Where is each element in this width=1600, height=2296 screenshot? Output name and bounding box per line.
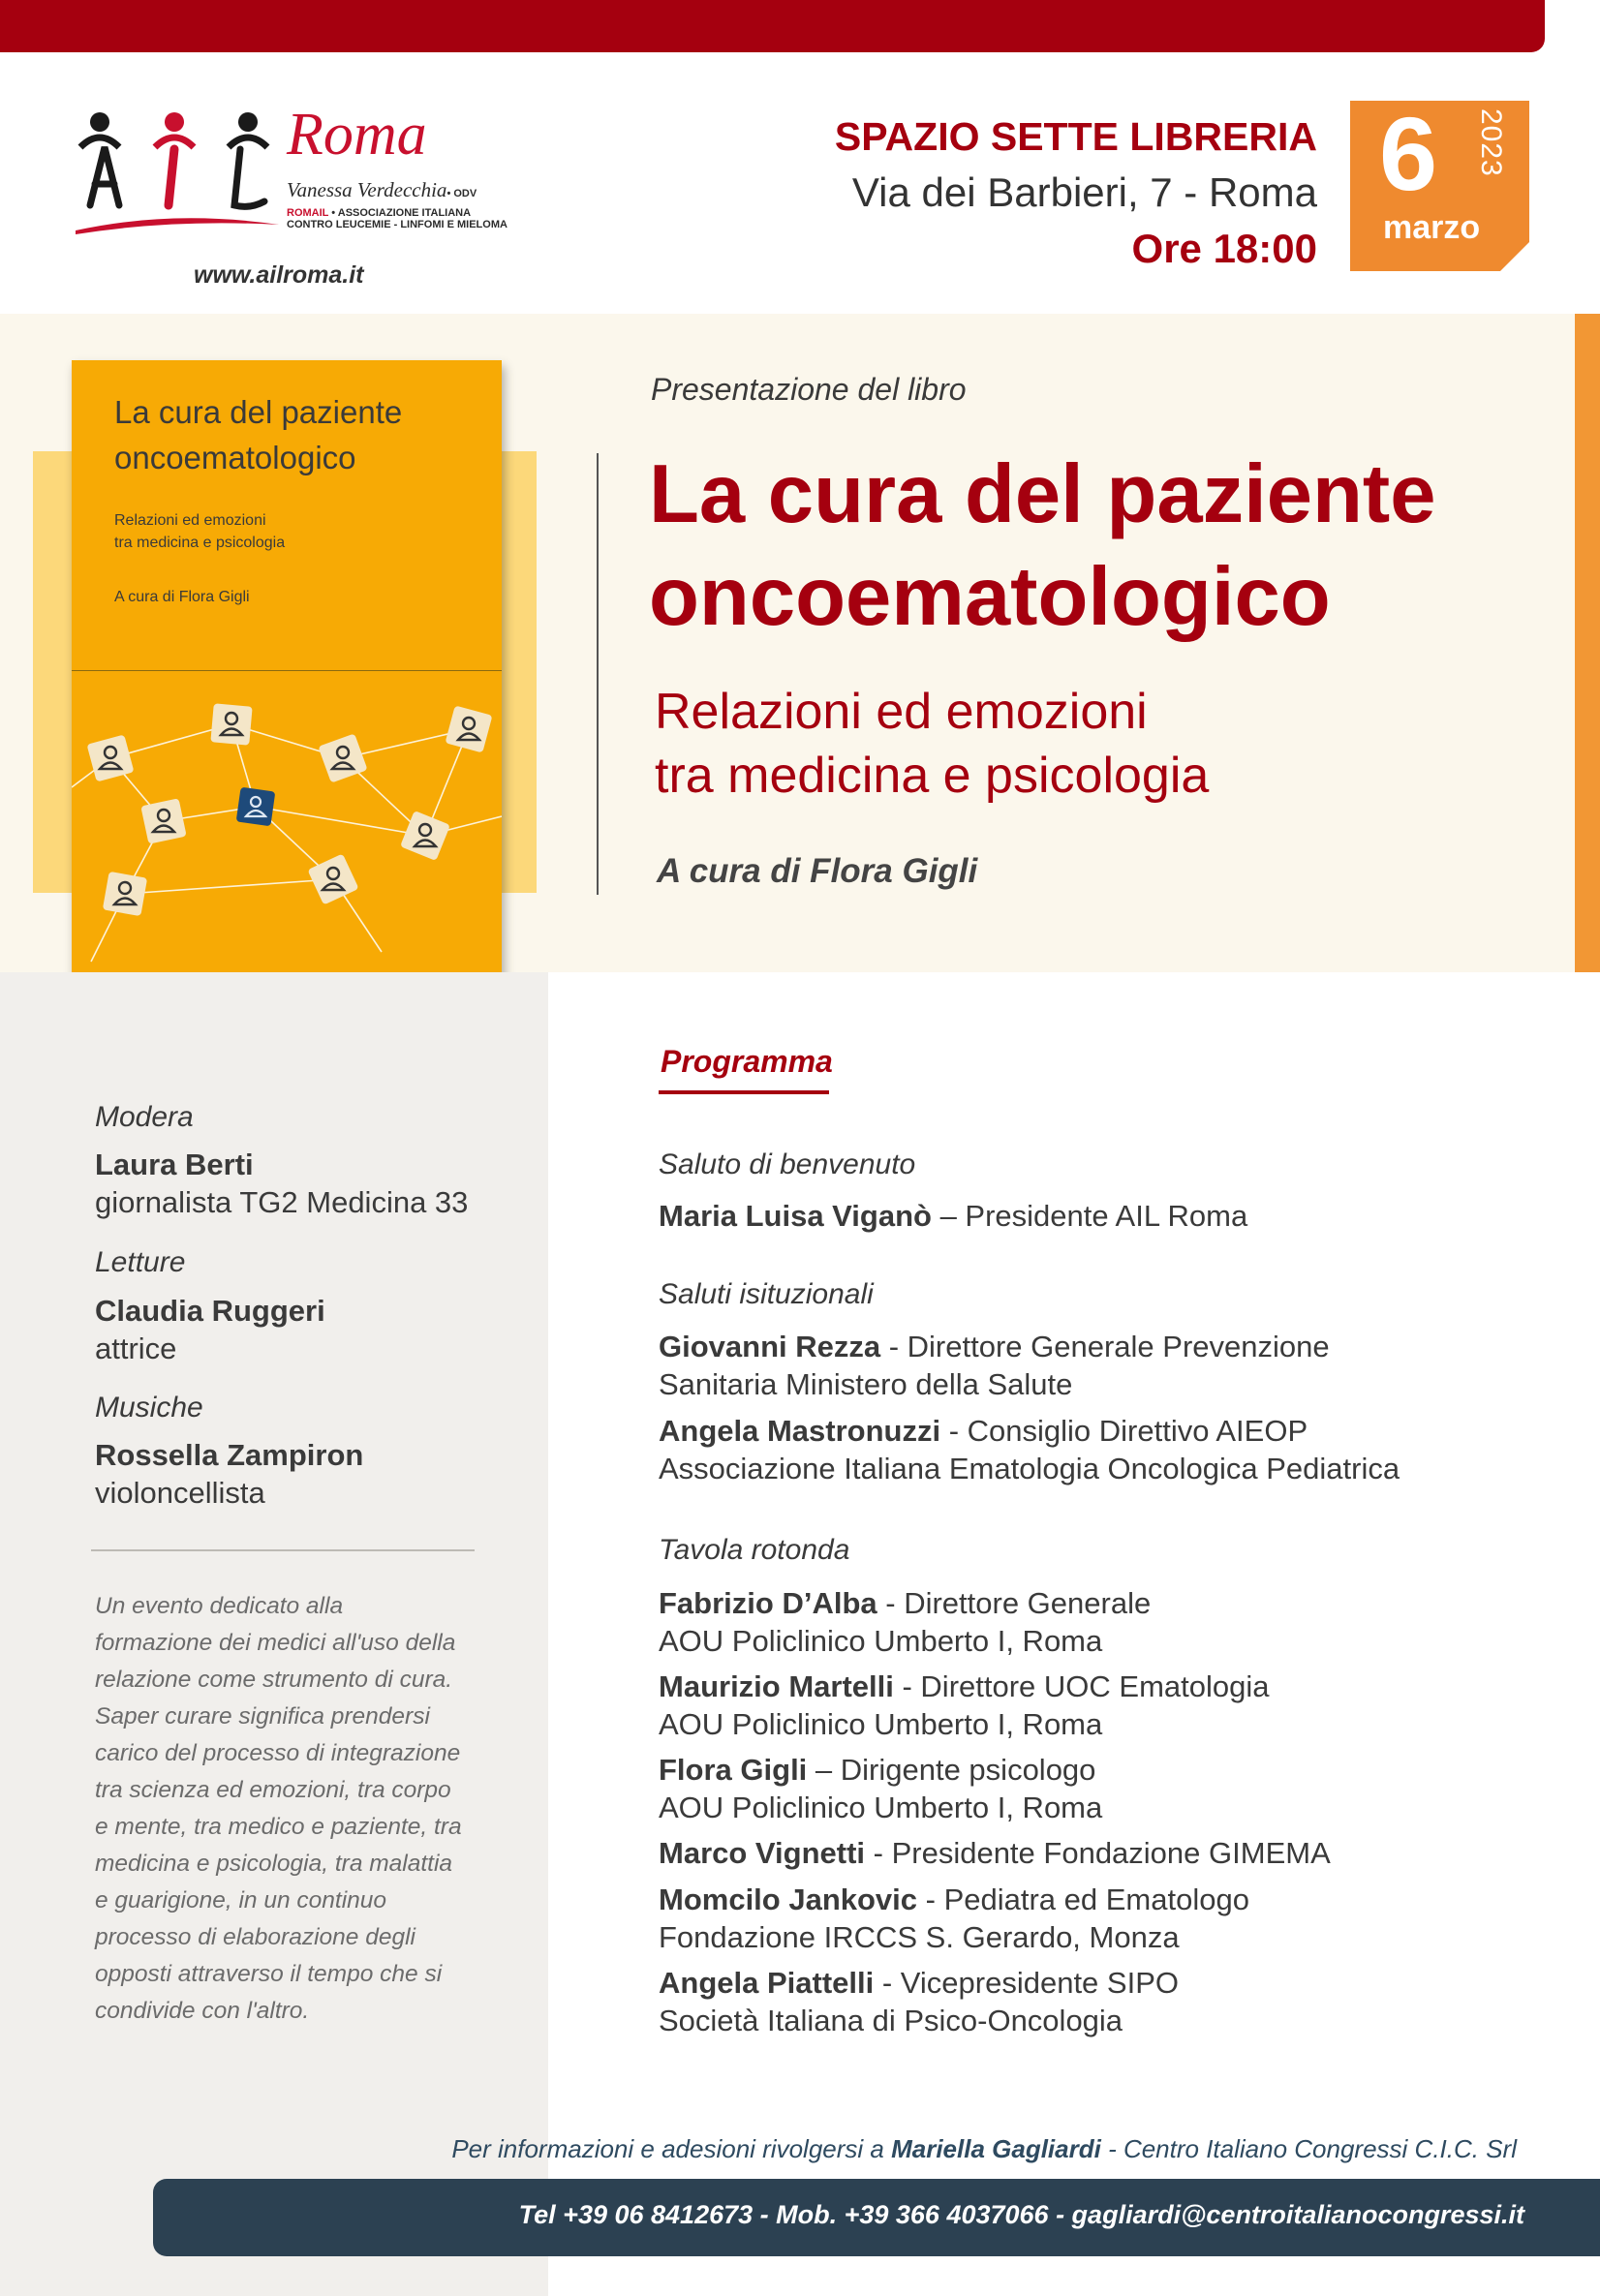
program-underline: [659, 1090, 829, 1094]
modera-label: Modera: [95, 1101, 194, 1133]
network-illustration: [72, 671, 502, 976]
modera-role: giornalista TG2 Medicina 33: [95, 1185, 469, 1219]
logo-tagline: Vanessa Verdecchia• ODV: [287, 178, 477, 201]
program-entry: Angela Piattelli - Vicepresidente SIPO Società Italiana di Psico-Oncologia: [659, 1966, 1179, 2037]
program-entry: Flora Gigli – Dirigente psicologo AOU Policlinico Umberto I, Roma: [659, 1753, 1103, 1824]
musiche-role: violoncellista: [95, 1476, 265, 1510]
program-entry: Marco Vignetti - Presidente Fondazione GIMEMA: [659, 1836, 1331, 1870]
venue-name: SPAZIO SETTE LIBRERIA: [834, 114, 1317, 159]
event-description: Un evento dedicato alla formazione dei medici all'uso della relazione come strumento di cura. Saper curare significa prendersi carico del processo di integrazione tra scienza ed emozioni, tra corpo e mente, tra medico e paziente, tra medicina e psicologia, tra malattia e guarigione, in un continuo processo di elaborazione degli opposti attraverso il tempo che si condivide con l'altro.: [95, 1593, 462, 2024]
program-entry: Maria Luisa Viganò – Presidente AIL Roma: [659, 1199, 1248, 1233]
book-cover-editor: A cura di Flora Gigli: [114, 589, 250, 605]
website-link[interactable]: www.ailroma.it: [194, 261, 364, 289]
sidebar-separator: [91, 1549, 475, 1551]
top-red-bar: [0, 0, 1545, 52]
date-month: marzo: [1383, 209, 1481, 246]
event-title: La cura del paziente oncoematologico: [649, 448, 1436, 643]
book-cover: [72, 360, 502, 1021]
book-cover-subtitle: Relazioni ed emozioni tra medicina e psicologia: [114, 512, 286, 551]
contact-bar: [153, 2179, 1600, 2256]
venue-time: Ore 18:00: [1131, 226, 1317, 271]
ail-logo-mark: [76, 108, 279, 244]
section-institutional: Saluti isituzionali: [659, 1278, 874, 1310]
section-roundtable: Tavola rotonda: [659, 1534, 850, 1566]
musiche-label: Musiche: [95, 1392, 203, 1424]
presentation-kicker: Presentazione del libro: [651, 372, 967, 407]
musiche-name: Rossella Zampiron: [95, 1438, 364, 1472]
contact-details[interactable]: Tel +39 06 8412673 - Mob. +39 366 4037066 - gagliardi@centroitalianocongressi.it: [518, 2200, 1524, 2229]
program-heading: Programma: [661, 1044, 833, 1079]
event-subtitle: Relazioni ed emozioni tra medicina e psicologia: [655, 684, 1210, 804]
banner-divider: [597, 453, 599, 895]
logo-organization: ROMAIL • ASSOCIAZIONE ITALIANA CONTRO LEUCEMIE - LINFOMI E MIELOMA: [287, 207, 508, 230]
date-day: 6: [1379, 95, 1438, 212]
venue-address: Via dei Barbieri, 7 - Roma: [851, 169, 1317, 215]
program-entry: Giovanni Rezza - Direttore Generale Prevenzione Sanitaria Ministero della Salute: [659, 1330, 1330, 1401]
letture-name: Claudia Ruggeri: [95, 1294, 325, 1328]
book-cover-title: La cura del paziente oncoematologico: [114, 394, 403, 475]
program-entry: Maurizio Martelli - Direttore UOC Ematologia AOU Policlinico Umberto I, Roma: [659, 1669, 1270, 1741]
venue-info: [835, 108, 1317, 277]
letture-label: Letture: [95, 1246, 186, 1278]
modera-name: Laura Berti: [95, 1148, 254, 1181]
program-entry: Fabrizio D’Alba - Direttore Generale AOU Policlinico Umberto I, Roma: [659, 1586, 1152, 1658]
logo-city: Roma: [287, 102, 427, 168]
letture-role: attrice: [95, 1332, 177, 1365]
banner-orange-stripe: [1575, 314, 1600, 972]
cube-1: [87, 735, 135, 782]
program-entry: Angela Mastronuzzi - Consiglio Direttivo AIEOP Associazione Italiana Ematologia Oncologica Pediatrica: [659, 1414, 1400, 1485]
section-welcome: Saluto di benvenuto: [659, 1148, 916, 1180]
info-line: Per informazioni e adesioni rivolgersi a Mariella Gagliardi - Centro Italiano Congressi C.I.C. Srl: [451, 2134, 1517, 2163]
program-entry: Momcilo Jankovic - Pediatra ed Ematologo Fondazione IRCCS S. Gerardo, Monza: [659, 1883, 1249, 1954]
date-year: 2023: [1475, 108, 1507, 177]
corner-fold: [1500, 242, 1529, 271]
ail-logo: [76, 102, 579, 254]
book-curator: A cura di Flora Gigli: [657, 852, 978, 890]
date-badge: [1350, 95, 1529, 271]
